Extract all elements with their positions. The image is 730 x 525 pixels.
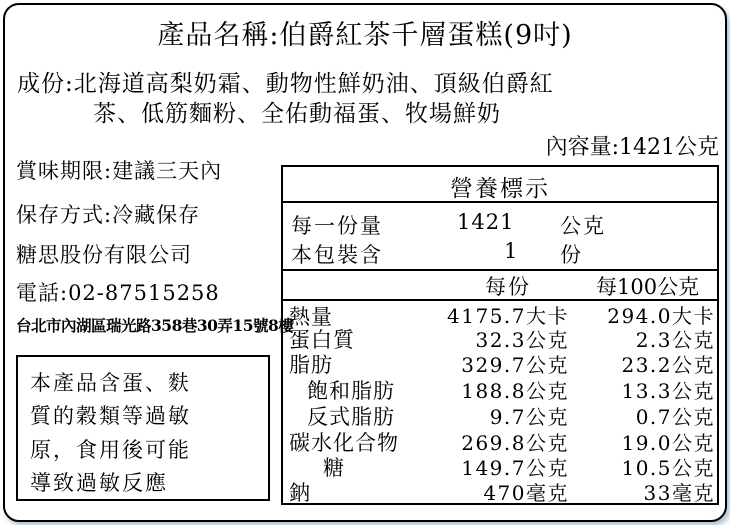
nutrient-per-100g: 13.3公克 [621, 379, 715, 403]
nutrient-per-100g: 294.0大卡 [607, 304, 715, 328]
allergen-line: 導致過敏反應 [30, 471, 168, 495]
allergen-line: 質的穀類等過敏 [30, 404, 191, 428]
nutrient-per-serving: 188.8公克 [461, 379, 569, 403]
ingredients-line-2: 茶、低筋麵粉、全佑動福蛋、牧場鮮奶 [93, 101, 501, 127]
serving-size-unit: 公克 [560, 214, 606, 238]
nutrient-name: 碳水化合物 [289, 431, 399, 455]
company-address: 台北市內湖區瑞光路358巷30弄15號8樓 [16, 316, 294, 335]
serving-size-value: 1421 [457, 210, 515, 234]
allergen-line: 本產品含蛋、麩 [30, 371, 191, 395]
nutrition-facts-table [281, 165, 719, 505]
nutrient-per-100g: 19.0公克 [621, 431, 715, 455]
nutrient-per-100g: 2.3公克 [635, 328, 715, 352]
nutrient-per-serving: 4175.7大卡 [447, 304, 569, 328]
nutrient-per-serving: 32.3公克 [475, 328, 569, 352]
nutrient-name: 熱量 [289, 305, 333, 329]
ingredients-line-1: 成份:北海道高梨奶霜、動物性鮮奶油、頂級伯爵紅 [17, 71, 554, 97]
nutrient-per-serving: 470毫克 [483, 481, 569, 505]
allergen-line: 原，食用後可能 [30, 438, 191, 462]
col-per-100g: 每100公克 [596, 275, 700, 299]
storage-method: 保存方式:冷藏保存 [16, 203, 201, 227]
company-name: 糖思股份有限公司 [16, 243, 192, 267]
shelf-life: 賞味期限:建議三天內 [16, 159, 223, 183]
phone-number: 電話:02-87515258 [16, 281, 220, 305]
nutrient-per-serving: 149.7公克 [461, 456, 569, 480]
nutrient-per-serving: 329.7公克 [461, 353, 569, 377]
col-per-serving: 每份 [485, 275, 531, 299]
nutrient-name: 反式脂肪 [307, 405, 395, 429]
nutrient-per-serving: 269.8公克 [461, 431, 569, 455]
product-label [3, 3, 727, 522]
nutrient-per-100g: 0.7公克 [635, 405, 715, 429]
serving-size-label: 每一份量 [291, 214, 383, 238]
nutrient-per-serving: 9.7公克 [489, 405, 569, 429]
nutrient-name: 飽和脂肪 [307, 379, 395, 403]
nutrient-per-100g: 23.2公克 [621, 353, 715, 377]
nutrient-per-100g: 33毫克 [643, 481, 715, 505]
servings-per-pack-unit: 份 [560, 243, 581, 267]
divider [283, 201, 717, 203]
nutrient-per-100g: 10.5公克 [621, 456, 715, 480]
net-content: 內容量:1421公克 [545, 135, 719, 160]
nutrition-header: 營養標示 [450, 176, 550, 202]
product-title: 產品名稱:伯爵紅茶千層蛋糕(9吋) [157, 20, 573, 51]
servings-per-pack-label: 本包裝含 [291, 243, 383, 267]
allergen-notice [16, 355, 270, 501]
nutrient-name: 糖 [323, 456, 345, 480]
nutrient-name: 脂肪 [289, 353, 333, 377]
nutrient-name: 鈉 [289, 481, 311, 505]
servings-per-pack-value: 1 [504, 239, 518, 263]
nutrient-name: 蛋白質 [289, 328, 355, 352]
